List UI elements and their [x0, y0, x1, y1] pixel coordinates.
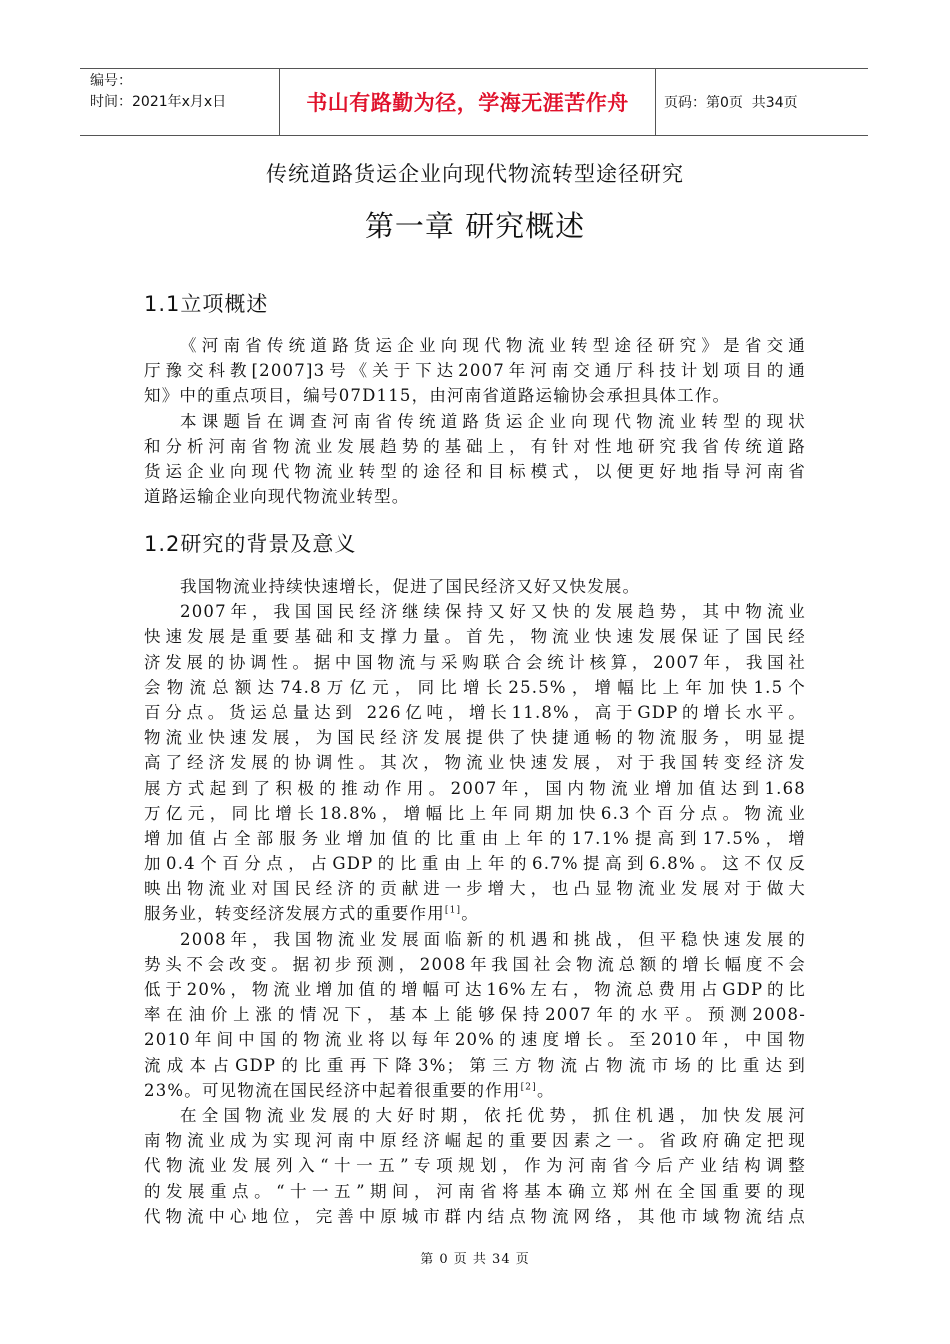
section-1-1-body [144, 333, 806, 509]
paragraph-line: 南物流业成为实现河南中原经济崛起的重要因素之一。省政府确定把现 [144, 1131, 806, 1151]
section-heading-1-2: 1.2研究的背景及意义 [144, 532, 357, 556]
paragraph-line: 百分点。货运总量达到 226亿吨，增长11.8%，高于GDP的增长水平。 [144, 702, 806, 722]
header-motto: 书山有路勤为径，学海无涯苦作舟 [280, 69, 656, 135]
paragraph-line: 流成本占GDP的比重再下降3%；第三方物流占物流市场的比重达到 [144, 1055, 806, 1075]
document-time-label: 时间：2021年x月x日 [90, 94, 227, 110]
paragraph-line: 快速发展是重要基础和支撑力量。首先，物流业快速发展保证了国民经 [144, 627, 806, 647]
paragraph-line: 货运企业向现代物流业转型的途径和目标模式，以便更好地指导河南省 [144, 461, 806, 481]
paragraph-line: 的发展重点。“十一五”期间，河南省将基本确立郑州在全国重要的现 [144, 1181, 806, 1201]
header-meta [80, 69, 280, 135]
paragraph-line: 知》中的重点项目，编号07D115，由河南省道路运输协会承担具体工作。 [144, 386, 731, 406]
page-header [80, 68, 868, 136]
paragraph-line [144, 1078, 806, 1103]
paragraph-line: 在全国物流业发展的大好时期，依托优势，抓住机遇，加快发展河 [180, 1105, 806, 1125]
paragraph-line: 道路运输企业向现代物流业转型。 [144, 487, 410, 507]
page-footer: 第 0 页 共 34 页 [420, 1252, 530, 1267]
paragraph-period: 。 [536, 1080, 555, 1100]
paragraph-line: 加0.4个百分点，占GDP的比重由上年的6.7%提高到6.8%。这不仅反 [144, 854, 806, 874]
section-heading-1-1: 1.1立项概述 [144, 292, 269, 316]
section-1-2-body [144, 574, 806, 1229]
paragraph-line: 代物流业发展列入“十一五”专项规划，作为河南省今后产业结构调整 [144, 1156, 806, 1176]
paragraph-line: 本课题旨在调查河南省传统道路货运企业向现代物流业转型的现状 [180, 411, 806, 431]
paragraph-line: 厅豫交科教[2007]3号《关于下达2007年河南交通厅科技计划项目的通 [144, 361, 806, 381]
paragraph-line: 展方式起到了积极的推动作用。2007年，国内物流业增加值达到1.68 [144, 778, 806, 798]
header-page-info [656, 69, 868, 135]
paragraph-text: 服务业，转变经济发展方式的重要作用 [144, 904, 445, 924]
paragraph-line: 《河南省传统道路货运企业向现代物流业转型途径研究》是省交通 [180, 336, 806, 355]
paragraph-line: 会物流总额达74.8万亿元，同比增长25.5%，增幅比上年加快1.5个 [144, 677, 806, 697]
chapter-title: 第一章 研究概述 [364, 209, 586, 243]
paragraph-text: 23%。可见物流在国民经济中起着很重要的作用 [144, 1080, 521, 1100]
document-title: 传统道路货运企业向现代物流转型途径研究 [266, 162, 684, 186]
paragraph-line [144, 901, 806, 926]
paragraph-line: 低于20%，物流业增加值的增幅可达16%左右，物流总费用占GDP的比 [144, 980, 806, 999]
paragraph-line: 代物流中心地位，完善中原城市群内结点物流网络，其他市域物流结点 [144, 1206, 806, 1226]
paragraph-line: 2010年间中国的物流业将以每年20%的速度增长。至2010年，中国物 [144, 1030, 806, 1050]
paragraph-period: 。 [461, 904, 479, 924]
citation-1: [1] [444, 905, 462, 916]
paragraph-line: 率在油价上涨的情况下，基本上能够保持2007年的水平。预测2008- [144, 1005, 806, 1025]
paragraph-line: 映出物流业对国民经济的贡献进一步增大，也凸显物流业发展对于做大 [144, 879, 806, 899]
paragraph-line: 万亿元，同比增长18.8%，增幅比上年同期加快6.3个百分点。物流业 [144, 803, 806, 823]
paragraph-line: 2008年，我国物流业发展面临新的机遇和挑战，但平稳快速发展的 [180, 929, 806, 949]
paragraph-line: 势头不会改变。据初步预测，2008年我国社会物流总额的增长幅度不会 [144, 954, 806, 974]
paragraph-line: 济发展的协调性。据中国物流与采购联合会统计核算，2007年，我国社 [144, 652, 806, 672]
citation-2: [2] [520, 1082, 537, 1093]
paragraph-line: 和分析河南省物流业发展趋势的基础上，有针对性地研究我省传统道路 [144, 436, 806, 456]
paragraph-line: 2007年，我国国民经济继续保持又好又快的发展趋势，其中物流业 [180, 602, 806, 622]
document-number-label: 编号： [90, 73, 132, 89]
paragraph-line: 物流业快速发展，为国民经济发展提供了快捷通畅的物流服务，明显提 [144, 728, 806, 748]
paragraph-line: 增加值占全部服务业增加值的比重由上年的17.1%提高到17.5%，增 [144, 828, 806, 848]
page-info-text: 页码：第0页 共34页 [664, 95, 798, 111]
paragraph-line: 高了经济发展的协调性。其次，物流业快速发展，对于我国转变经济发 [144, 753, 806, 773]
paragraph-line: 我国物流业持续快速增长，促进了国民经济又好又快发展。 [180, 577, 641, 596]
